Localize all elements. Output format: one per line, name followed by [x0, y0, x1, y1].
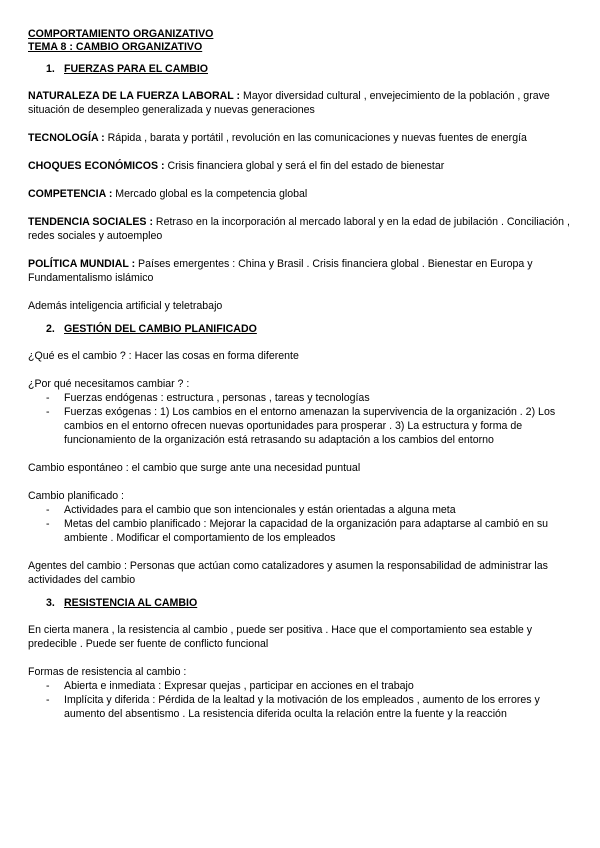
list-item: - Implícita y diferida : Pérdida de la lealtad y la motivación de los empleados , aumento de los errores y aumento del absentismo . La resistencia diferida oculta la relación entre la fuente y la reacción	[46, 693, 578, 721]
list-fuerzas	[28, 391, 578, 447]
list-item: - Actividades para el cambio que son intencionales y están orientadas a alguna meta	[46, 503, 578, 517]
paragraph-ademas: Además inteligencia artificial y teletrabajo	[28, 300, 223, 312]
list-item: - Fuerzas endógenas : estructura , personas , tareas y tecnologías	[46, 391, 578, 405]
doc-subtitle: TEMA 8 : CAMBIO ORGANIZATIVO	[28, 41, 203, 53]
term-label: TENDENCIA SOCIALES :	[28, 216, 153, 228]
section-heading-fuerzas	[46, 63, 578, 76]
list-item: - Metas del cambio planificado : Mejorar la capacidad de la organización para adaptarse al cambió en su ambiente . Modificar el comportamiento de los empleados	[46, 517, 578, 545]
term-text: Rápida , barata y portátil , revolución en las comunicaciones y nuevas fuentes de energía	[104, 132, 527, 144]
section-number: 2.	[46, 323, 55, 335]
term-label: POLÍTICA MUNDIAL :	[28, 258, 136, 270]
list-item: - Fuerzas exógenas : 1) Los cambios en el entorno amenazan la supervivencia de la organización . 2) Los cambios en el entorno ofrecen nuevas oportunidades para prosperar . 3) La estructura y forma de funcionamiento de la organización está retrasando su adaptación a los cambios del entorno	[46, 405, 578, 447]
section-title: FUERZAS PARA EL CAMBIO	[64, 63, 208, 75]
list-planificado	[28, 503, 578, 545]
paragraph-politica-mundial	[28, 257, 578, 285]
term-text: Mercado global es la competencia global	[112, 188, 308, 200]
paragraph-formas-resistencia: Formas de resistencia al cambio :	[28, 666, 187, 678]
section-number: 3.	[46, 597, 55, 609]
doc-title: COMPORTAMIENTO ORGANIZATIVO	[28, 28, 214, 40]
paragraph-fuerza-laboral	[28, 89, 578, 117]
section-heading-resistencia	[46, 597, 578, 610]
section-heading-gestion	[46, 323, 578, 336]
term-text: Países emergentes : China y Brasil . Crisis financiera global . Bienestar en Europa y Fundamentalismo islámico	[28, 258, 533, 284]
paragraph-cambio-espontaneo: Cambio espontáneo : el cambio que surge ante una necesidad puntual	[28, 462, 361, 474]
paragraph-por-que-cambiar: ¿Por qué necesitamos cambiar ? :	[28, 378, 190, 390]
paragraph-agentes: Agentes del cambio : Personas que actúan como catalizadores y asumen la responsabilidad de administrar las actividades del cambio	[28, 560, 548, 586]
paragraph-que-es-cambio: ¿Qué es el cambio ? : Hacer las cosas en forma diferente	[28, 350, 299, 362]
paragraph-cambio-planificado: Cambio planificado :	[28, 490, 124, 502]
paragraph-resistencia-positiva: En cierta manera , la resistencia al cambio , puede ser positiva . Hace que el comportamiento sea estable y predecible . Puede ser fuente de conflicto funcional	[28, 624, 533, 650]
document-page	[28, 28, 578, 721]
paragraph-tecnologia	[28, 131, 578, 145]
paragraph-competencia	[28, 187, 578, 201]
paragraph-tendencia-sociales	[28, 215, 578, 243]
section-number: 1.	[46, 63, 55, 75]
paragraph-choques-economicos	[28, 159, 578, 173]
section-title: RESISTENCIA AL CAMBIO	[64, 597, 198, 609]
list-formas	[28, 679, 578, 721]
term-text: Retraso en la incorporación al mercado laboral y en la edad de jubilación . Conciliación , redes sociales y autoempleo	[28, 216, 570, 242]
term-label: TECNOLOGÍA :	[28, 132, 105, 144]
term-label: COMPETENCIA :	[28, 188, 113, 200]
term-text: Crisis financiera global y será el fin del estado de bienestar	[164, 160, 445, 172]
term-label: NATURALEZA DE LA FUERZA LABORAL :	[28, 90, 241, 102]
term-text: Mayor diversidad cultural , envejecimiento de la población , grave situación de desempleo generalizada y nuevas generaciones	[28, 90, 550, 116]
term-label: CHOQUES ECONÓMICOS :	[28, 160, 165, 172]
section-title: GESTIÓN DEL CAMBIO PLANIFICADO	[64, 323, 257, 335]
list-item: - Abierta e inmediata : Expresar quejas , participar en acciones en el trabajo	[46, 679, 578, 693]
